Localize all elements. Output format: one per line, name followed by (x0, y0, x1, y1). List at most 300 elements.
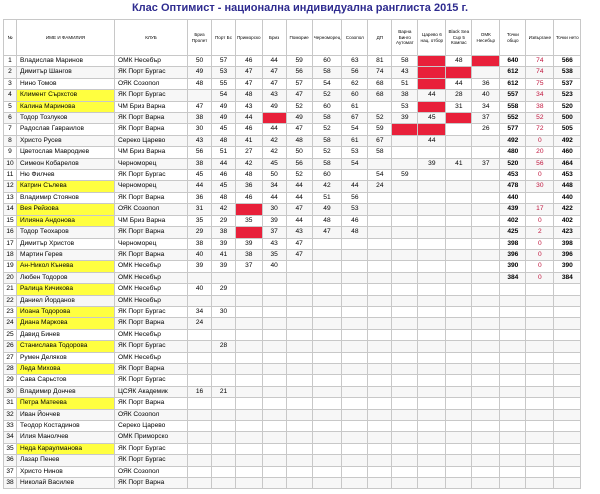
total-points: 480 (500, 147, 526, 158)
race-points: 48 (236, 90, 263, 101)
net-points: 464 (554, 158, 581, 169)
race-points: 45 (188, 170, 212, 181)
race-points (212, 398, 236, 409)
race-points: 52 (312, 90, 342, 101)
race-points (236, 398, 263, 409)
race-points: 56 (188, 147, 212, 158)
race-points (392, 375, 418, 386)
race-points (446, 443, 472, 454)
race-points (312, 443, 342, 454)
net-points: 423 (554, 227, 581, 238)
race-points (472, 341, 500, 352)
club-name: ЯК Порт Бургас (115, 90, 188, 101)
race-points: 29 (212, 284, 236, 295)
race-points: 44 (286, 181, 312, 192)
total-points (500, 341, 526, 352)
net-points: 422 (554, 204, 581, 215)
race-points (188, 398, 212, 409)
table-row (4, 443, 581, 454)
athlete-name: Радослав Гавраилов (17, 124, 115, 135)
race-points: 44 (446, 78, 472, 89)
race-points (446, 398, 472, 409)
col-header-net: Точки нето (554, 20, 581, 56)
race-points (262, 341, 286, 352)
race-points: 38 (236, 249, 263, 260)
club-name: Черноморец (115, 158, 188, 169)
row-number: 33 (4, 421, 17, 432)
race-points (368, 204, 392, 215)
race-points (236, 386, 263, 397)
race-points (236, 466, 263, 477)
athlete-name: Иван Йончев (17, 409, 115, 420)
athlete-name: Николай Василев (17, 478, 115, 489)
race-points (212, 375, 236, 386)
race-points (368, 386, 392, 397)
athlete-name: Катрин Сълева (17, 181, 115, 192)
athlete-name: Нино Томов (17, 78, 115, 89)
dropped-points: 30 (526, 181, 554, 192)
race-points (368, 375, 392, 386)
athlete-name: Христо Русев (17, 135, 115, 146)
race-points: 46 (342, 215, 368, 226)
race-points: 52 (312, 147, 342, 158)
race-points (392, 455, 418, 466)
race-points: 30 (212, 306, 236, 317)
total-points: 612 (500, 78, 526, 89)
race-points: 56 (286, 67, 312, 78)
race-points (446, 284, 472, 295)
race-points (342, 295, 368, 306)
table-row (4, 455, 581, 466)
race-points (392, 249, 418, 260)
race-points: 38 (188, 113, 212, 124)
athlete-name: Даниел Йорданов (17, 295, 115, 306)
dropped-points (526, 295, 554, 306)
race-points (472, 329, 500, 340)
net-points (554, 386, 581, 397)
race-points (472, 443, 500, 454)
table-row (4, 215, 581, 226)
row-number: 7 (4, 124, 17, 135)
total-points: 402 (500, 215, 526, 226)
race-points (472, 478, 500, 489)
total-points: 552 (500, 113, 526, 124)
dropped-points (526, 409, 554, 420)
net-points (554, 318, 581, 329)
race-points (286, 363, 312, 374)
race-points (212, 409, 236, 420)
net-points (554, 432, 581, 443)
race-points: 60 (312, 170, 342, 181)
race-points: 16 (188, 386, 212, 397)
race-points (446, 181, 472, 192)
race-points (392, 284, 418, 295)
dropped-points: 75 (526, 78, 554, 89)
dropped-points (526, 398, 554, 409)
race-points (472, 386, 500, 397)
race-points (342, 421, 368, 432)
dropped-points: 2 (526, 227, 554, 238)
race-points: 35 (262, 249, 286, 260)
race-points (446, 135, 472, 146)
table-row (4, 113, 581, 124)
club-name: ЯК Порт Бургас (115, 170, 188, 181)
dropped-points: 74 (526, 56, 554, 67)
race-points (446, 215, 472, 226)
race-points: 49 (212, 113, 236, 124)
race-points: 68 (368, 90, 392, 101)
race-points: 42 (312, 181, 342, 192)
race-points (472, 363, 500, 374)
race-points (188, 432, 212, 443)
net-points (554, 466, 581, 477)
col-header-race: Поморие (286, 20, 312, 56)
race-points (472, 306, 500, 317)
race-points: 48 (446, 56, 472, 67)
dropped-points (526, 443, 554, 454)
race-points: 56 (286, 158, 312, 169)
athlete-name: Владислав Маринов (17, 56, 115, 67)
race-points (262, 284, 286, 295)
athlete-name: Сава Сарьстов (17, 375, 115, 386)
table-row (4, 135, 581, 146)
club-name: ЯК Порт Бургас (115, 67, 188, 78)
table-row (4, 170, 581, 181)
total-points: 640 (500, 56, 526, 67)
race-points: 68 (368, 78, 392, 89)
table-row (4, 341, 581, 352)
race-points: 24 (418, 124, 446, 135)
race-points: 30 (188, 124, 212, 135)
race-points (236, 375, 263, 386)
race-points (392, 158, 418, 169)
race-points: 47 (262, 78, 286, 89)
race-points: 59 (286, 56, 312, 67)
race-points (286, 318, 312, 329)
total-points (500, 284, 526, 295)
race-points (262, 409, 286, 420)
total-points (500, 386, 526, 397)
net-points: 538 (554, 67, 581, 78)
table-row (4, 147, 581, 158)
race-points: 58 (368, 147, 392, 158)
race-points (342, 409, 368, 420)
race-points: 57 (286, 78, 312, 89)
table-row (4, 90, 581, 101)
table-row (4, 158, 581, 169)
club-name: ОМК Несебър (115, 295, 188, 306)
athlete-name: Симеон Кобарелов (17, 158, 115, 169)
race-points: 60 (312, 101, 342, 112)
race-points (236, 272, 263, 283)
net-points: 523 (554, 90, 581, 101)
race-points: 47 (236, 67, 263, 78)
athlete-name: Калина Маринова (17, 101, 115, 112)
race-points (262, 386, 286, 397)
race-points (236, 318, 263, 329)
race-points: 29 (188, 227, 212, 238)
total-points (500, 318, 526, 329)
net-points (554, 409, 581, 420)
athlete-name: Ралица Кичикова (17, 284, 115, 295)
race-points (236, 409, 263, 420)
race-points (392, 363, 418, 374)
net-points: 566 (554, 56, 581, 67)
race-points: 44 (418, 90, 446, 101)
race-points (212, 443, 236, 454)
dropped-points (526, 329, 554, 340)
total-points (500, 455, 526, 466)
row-number: 35 (4, 443, 17, 454)
race-points (368, 443, 392, 454)
club-name: ОЯК Созопол (115, 466, 188, 477)
row-number: 18 (4, 249, 17, 260)
col-header-total: Точки общо (500, 20, 526, 56)
race-points: 47 (286, 124, 312, 135)
row-number: 24 (4, 318, 17, 329)
total-points: 396 (500, 249, 526, 260)
race-points (472, 398, 500, 409)
race-points (342, 261, 368, 272)
race-points (446, 227, 472, 238)
race-points (472, 204, 500, 215)
race-points: 44 (236, 113, 263, 124)
race-points: 46 (236, 56, 263, 67)
total-points: 612 (500, 67, 526, 78)
total-points (500, 329, 526, 340)
race-points (392, 238, 418, 249)
table-row (4, 421, 581, 432)
race-points (472, 192, 500, 203)
race-points (392, 204, 418, 215)
race-points (312, 341, 342, 352)
total-points: 439 (500, 204, 526, 215)
net-points: 390 (554, 261, 581, 272)
table-row (4, 398, 581, 409)
race-points (418, 478, 446, 489)
race-points (368, 101, 392, 112)
race-points (392, 227, 418, 238)
table-row (4, 101, 581, 112)
race-points: 24 (188, 318, 212, 329)
race-points: 50 (188, 56, 212, 67)
race-points: 30 (262, 204, 286, 215)
row-number: 28 (4, 363, 17, 374)
athlete-name: Леда Михова (17, 363, 115, 374)
race-points: 61 (342, 101, 368, 112)
dropped-points (526, 352, 554, 363)
race-points (392, 352, 418, 363)
race-points: 57 (212, 56, 236, 67)
race-points (188, 443, 212, 454)
race-points: 37 (262, 227, 286, 238)
race-points (262, 398, 286, 409)
race-points (212, 478, 236, 489)
athlete-name: Станислава Тодорова (17, 341, 115, 352)
race-points: 38 (212, 227, 236, 238)
dropped-points (526, 455, 554, 466)
race-points: 44 (342, 181, 368, 192)
race-points: 52 (286, 101, 312, 112)
row-number: 37 (4, 466, 17, 477)
table-row (4, 478, 581, 489)
race-points: 44 (262, 124, 286, 135)
total-points (500, 466, 526, 477)
row-number: 25 (4, 329, 17, 340)
athlete-name: Ан-Никол Кънева (17, 261, 115, 272)
race-points (212, 363, 236, 374)
race-points: 54 (312, 78, 342, 89)
col-header-no: № (4, 20, 17, 56)
race-points (342, 329, 368, 340)
race-points (312, 386, 342, 397)
table-row (4, 284, 581, 295)
net-points: 440 (554, 192, 581, 203)
race-points: 39 (262, 215, 286, 226)
table-row (4, 386, 581, 397)
race-points (342, 398, 368, 409)
race-points (212, 295, 236, 306)
race-points (418, 329, 446, 340)
race-points: 60 (342, 90, 368, 101)
race-points (188, 409, 212, 420)
race-points: 43 (236, 101, 263, 112)
race-points: 34 (188, 306, 212, 317)
race-points (368, 158, 392, 169)
race-points (392, 272, 418, 283)
athlete-name: Ню Филчев (17, 170, 115, 181)
race-points (286, 409, 312, 420)
race-points (312, 295, 342, 306)
row-number: 36 (4, 455, 17, 466)
race-points (418, 386, 446, 397)
race-points (262, 375, 286, 386)
race-points (446, 147, 472, 158)
race-points: 42 (212, 204, 236, 215)
race-points (286, 466, 312, 477)
dropped-points (526, 432, 554, 443)
race-points (368, 398, 392, 409)
athlete-name: Илия Манолчев (17, 432, 115, 443)
race-points (368, 215, 392, 226)
net-points (554, 329, 581, 340)
race-points (188, 421, 212, 432)
race-points: 44 (188, 181, 212, 192)
net-points (554, 421, 581, 432)
race-points: 34 (472, 101, 500, 112)
race-points (286, 432, 312, 443)
race-points: 51 (312, 192, 342, 203)
race-points: 43 (392, 67, 418, 78)
race-points (312, 466, 342, 477)
race-points (368, 329, 392, 340)
race-points (418, 249, 446, 260)
race-points: 74 (368, 67, 392, 78)
race-points (236, 341, 263, 352)
net-points (554, 295, 581, 306)
net-points: 384 (554, 272, 581, 283)
race-points (418, 318, 446, 329)
race-points (472, 421, 500, 432)
race-points: 35 (472, 56, 500, 67)
race-points (472, 249, 500, 260)
race-points: 45 (262, 158, 286, 169)
race-points (312, 375, 342, 386)
race-points: 81 (368, 56, 392, 67)
athlete-name: Иоана Тодорова (17, 306, 115, 317)
total-points (500, 375, 526, 386)
race-points (188, 329, 212, 340)
row-number: 8 (4, 135, 17, 146)
race-points (392, 466, 418, 477)
race-points (342, 249, 368, 260)
table-row (4, 318, 581, 329)
race-points (286, 329, 312, 340)
net-points: 537 (554, 78, 581, 89)
race-points: 56 (342, 67, 368, 78)
race-points (236, 306, 263, 317)
club-name: ЯК Порт Варна (115, 227, 188, 238)
race-points: 51 (212, 147, 236, 158)
race-points: 39 (418, 158, 446, 169)
race-points (418, 421, 446, 432)
race-points (286, 295, 312, 306)
total-points: 492 (500, 135, 526, 146)
race-points: 38 (392, 90, 418, 101)
race-points (312, 363, 342, 374)
col-header-race: Созопол (342, 20, 368, 56)
race-points: 39 (236, 238, 263, 249)
race-points: 48 (212, 135, 236, 146)
row-number: 17 (4, 238, 17, 249)
total-points (500, 409, 526, 420)
total-points: 398 (500, 238, 526, 249)
race-points (368, 352, 392, 363)
race-points (262, 363, 286, 374)
dropped-points: 74 (526, 67, 554, 78)
club-name: ЧМ Бриз Варна (115, 101, 188, 112)
race-points: 44 (286, 215, 312, 226)
club-name: ЯК Порт Варна (115, 113, 188, 124)
race-points: 47 (286, 90, 312, 101)
race-points (262, 272, 286, 283)
net-points: 402 (554, 215, 581, 226)
race-points (262, 318, 286, 329)
race-points: 45 (212, 124, 236, 135)
race-points: 59 (368, 124, 392, 135)
athlete-name: Климент Сърхстов (17, 90, 115, 101)
race-points (236, 295, 263, 306)
race-points (236, 329, 263, 340)
race-points (392, 329, 418, 340)
race-points: 47 (188, 101, 212, 112)
race-points (286, 261, 312, 272)
race-points (342, 170, 368, 181)
race-points (236, 432, 263, 443)
race-points (286, 341, 312, 352)
race-points (392, 147, 418, 158)
race-points (472, 272, 500, 283)
dropped-points (526, 478, 554, 489)
row-number: 26 (4, 341, 17, 352)
club-name: ЧМ Бриз Варна (115, 215, 188, 226)
race-points (188, 352, 212, 363)
race-points: 35 (236, 215, 263, 226)
race-points: 34 (262, 181, 286, 192)
race-points (312, 398, 342, 409)
race-points (418, 204, 446, 215)
race-points: 51 (392, 78, 418, 89)
